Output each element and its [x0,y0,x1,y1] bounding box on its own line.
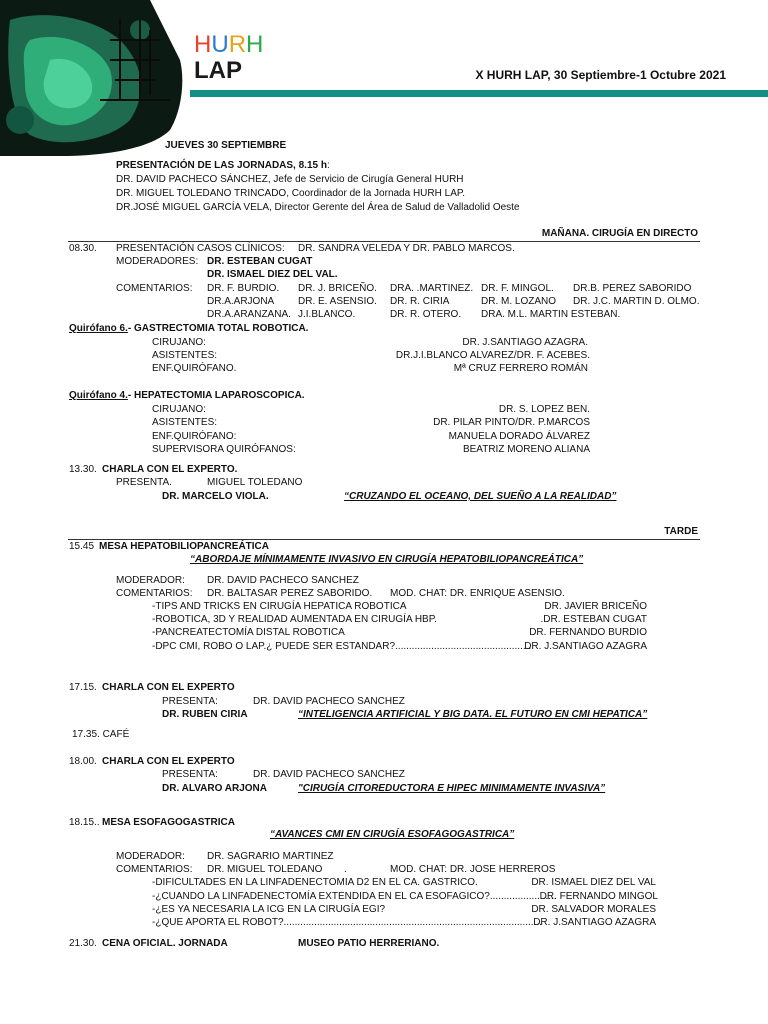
talk1-presenta-label: PRESENTA. [116,477,172,488]
hbp-chat-moderator: MOD. CHAT: DR. ENRIQUE ASENSIO. [390,588,565,599]
talk3-time: 18.00. [69,756,97,767]
moderators-label: MODERADORES: [116,256,199,267]
presentation-line: DR. MIGUEL TOLEDANO TRINCADO, Coordinador de la Jornada HURH LAP. [116,188,466,199]
or6-role: ENF.QUIRÓFANO. [152,363,237,374]
hbp-topic-speaker: DR. JAVIER BRICEÑO [544,601,647,612]
eso-dot: . [344,864,347,875]
cases-label: PRESENTACIÓN CASOS CLÍNICOS: [116,243,285,254]
hbp-topic: -TIPS AND TRICKS EN CIRUGÍA HEPATICA ROBOTICA [152,601,407,612]
comments-label: COMENTARIOS: [116,283,193,294]
eso-title: “AVANCES CMI EN CIRUGÍA ESOFAGOGASTRICA” [270,829,515,840]
or4-heading [69,390,305,402]
afternoon-section-heading: TARDE [664,526,698,537]
talk3-presenta-label: PRESENTA: [162,769,218,780]
or6-role: ASISTENTES: [152,350,218,361]
or4-name: DR. PILAR PINTO/DR. P.MARCOS [433,417,590,428]
eso-topic: -¿CUANDO LA LINFADENECTOMÍA EXTENDIDA EN EL CA ESOFAGICO?........................ [152,891,557,902]
or6-heading [69,323,308,335]
presentation-heading: PRESENTACIÓN DE LAS JORNADAS, 8.15 h [116,160,327,171]
talk3-presenter: DR. DAVID PACHECO SANCHEZ [253,769,405,780]
eso-moderator: DR. SAGRARIO MARTINEZ [207,851,334,862]
eso-commentator: DR. MIGUEL TOLEDANO [207,864,323,875]
lap-logo-text: LAP [194,57,242,84]
moderator-name: DR. ESTEBAN CUGAT [207,256,313,267]
coffee-break: 17.35. CAFÉ [72,729,130,740]
eso-moderator-label: MODERADOR: [116,851,185,862]
dinner-venue: MUSEO PATIO HERRERIANO. [298,938,440,949]
or4-name: MANUELA DORADO ÁLVAREZ [448,431,590,442]
hbp-comments-label: COMENTARIOS: [116,588,193,599]
hbp-topic: -DPC CMI, ROBO O LAP.¿ PUEDE SER ESTANDAR?................................................. [152,641,532,652]
dinner-time: 21.30. [69,938,97,949]
hbp-topic-speaker: .DR. ESTEBAN CUGAT [540,614,647,625]
talk1-time: 13.30. [69,464,97,475]
talk3-title: "CIRUGÍA CITOREDUCTORA E HIPEC MINIMAMENTE INVASIVA” [298,783,606,794]
eso-chat-moderator: MOD. CHAT: DR. JOSE HERREROS [390,864,556,875]
eso-heading: MESA ESOFAGOGASTRICA [102,817,235,828]
commentator: DR. R. OTERO. [390,309,462,320]
or4-name: BEATRIZ MORENO ALIANA [462,444,590,455]
logo-letter: H [246,31,264,58]
dinner-heading: CENA OFICIAL. JORNADA [102,938,228,949]
talk2-speaker: DR. RUBEN CIRIA [162,709,248,720]
logo-letter: R [228,31,247,58]
hbp-title: “ABORDAJE MÍNIMAMENTE INVASIVO EN CIRUGÍA HEPATOBILIOPANCREÁTICA” [190,554,584,565]
commentator: DR. J.C. MARTIN D. OLMO. [573,296,700,307]
or4-room: Quirófano 4. [69,390,128,401]
morning-section-heading: MAÑANA. CIRUGÍA EN DIRECTO [541,228,698,239]
talk2-time: 17.15. [69,682,97,693]
eso-topic-speaker: DR. ISMAEL DIEZ DEL VAL [531,877,656,888]
or6-name: DR. J.SANTIAGO AZAGRA. [462,337,588,348]
talk1-speaker: DR. MARCELO VIOLA. [162,491,269,502]
talk2-title: “INTELIGENCIA ARTIFICIAL Y BIG DATA. EL FUTURO EN CMI HEPATICA” [298,709,648,720]
eso-topic: -¿QUE APORTA EL ROBOT?............................................................................................. [152,917,542,928]
talk1-heading: CHARLA CON EL EXPERTO. [102,464,238,475]
commentator: DRA. M.L. MARTIN ESTEBAN. [481,309,621,320]
presentation-line: DR.JOSÉ MIGUEL GARCÍA VELA, Director Gerente del Área de Salud de Valladolid Oeste [116,202,520,213]
eso-topic-speaker: DR. J.SANTIAGO AZAGRA [533,917,656,928]
hbp-time: 15.45 [69,541,95,552]
morning-time: 08.30. [69,243,97,254]
cases-names: DR. SANDRA VELEDA Y DR. PABLO MARCOS. [298,243,515,254]
or6-name: DR.J.I.BLANCO ALVAREZ/DR. F. ACEBES. [395,350,590,361]
or4-role: ASISTENTES: [152,417,218,428]
commentator: DRA. .MARTINEZ. [390,283,474,294]
commentator: DR.A.ARJONA [207,296,275,307]
hbp-heading: MESA HEPATOBILIOPANCREÁTICA [99,541,270,552]
eso-topic-speaker: DR. FERNANDO MINGOL [539,891,658,902]
commentator: J.I.BLANCO. [298,309,356,320]
logo-artwork [0,0,190,156]
hbp-topic: -ROBOTICA, 3D Y REALIDAD AUMENTADA EN CIRUGÍA HBP. [152,614,437,625]
hurh-logo-text [194,32,263,58]
talk2-heading: CHARLA CON EL EXPERTO [102,682,235,693]
document-title: X HURH LAP, 30 Septiembre-1 Octubre 2021 [475,68,726,82]
section-divider [68,539,700,540]
hbp-moderator: DR. DAVID PACHECO SANCHEZ [207,575,359,586]
section-divider [68,241,700,242]
talk2-presenter: DR. DAVID PACHECO SANCHEZ [253,696,405,707]
logo-letter: U [211,31,229,58]
or4-role: ENF.QUIRÓFANO: [152,431,237,442]
or4-procedure: - HEPATECTOMIA LAPAROSCOPICA. [127,390,305,401]
logo-letter: H [194,31,212,58]
talk1-title: “CRUZANDO EL OCEANO, DEL SUEÑO A LA REALIDAD” [344,491,617,502]
hbp-topic: -PANCREATECTOMÍA DISTAL ROBOTICA [152,627,345,638]
presentation-heading-row [116,160,330,172]
hbp-moderator-label: MODERADOR: [116,575,185,586]
commentator: DR.A.ARANZANA. [207,309,291,320]
hbp-topic-speaker: DR. J.SANTIAGO AZAGRA [524,641,647,652]
eso-topic: -¿ES YA NECESARIA LA ICG EN LA CIRUGÍA EGI? [152,904,386,915]
or6-role: CIRUJANO: [152,337,206,348]
commentator: DR. M. LOZANO [481,296,557,307]
or6-procedure: - GASTRECTOMIA TOTAL ROBOTICA. [127,323,309,334]
talk3-speaker: DR. ALVARO ARJONA [162,783,267,794]
or4-role: SUPERVISORA QUIRÓFANOS: [152,444,296,455]
eso-time: 18.15.. [69,817,100,828]
commentator: DR. R. CIRIA [390,296,450,307]
hbp-topic-speaker: DR. FERNANDO BURDIO [529,627,647,638]
talk3-heading: CHARLA CON EL EXPERTO [102,756,235,767]
commentator: DR. F. BURDIO. [207,283,280,294]
or6-name: Mª CRUZ FERRERO ROMÁN [453,363,588,374]
eso-topic: -DIFICULTADES EN LA LINFADENECTOMIA D2 EN EL CA. GASTRICO. [152,877,478,888]
presentation-colon: : [326,160,330,171]
moderator-name: DR. ISMAEL DIEZ DEL VAL. [207,269,338,280]
talk1-presenter: MIGUEL TOLEDANO [207,477,303,488]
commentator: DR. F. MINGOL. [481,283,554,294]
or6-room: Quirófano 6. [69,323,128,334]
presentation-line: DR. DAVID PACHECO SÁNCHEZ, Jefe de Servicio de Cirugía General HURH [116,174,464,185]
talk2-presenta-label: PRESENTA: [162,696,218,707]
day-heading: JUEVES 30 SEPTIEMBRE [165,140,287,151]
eso-comments-label: COMENTARIOS: [116,864,193,875]
eso-topic-speaker: DR. SALVADOR MORALES [531,904,656,915]
commentator: DR.B. PEREZ SABORIDO [573,283,692,294]
header-bar [190,90,768,97]
commentator: DR. E. ASENSIO. [298,296,377,307]
hbp-commentator: DR. BALTASAR PEREZ SABORIDO. [207,588,373,599]
commentator: DR. J. BRICEÑO. [298,283,377,294]
or4-role: CIRUJANO: [152,404,206,415]
or4-name: DR. S. LOPEZ BEN. [498,404,590,415]
